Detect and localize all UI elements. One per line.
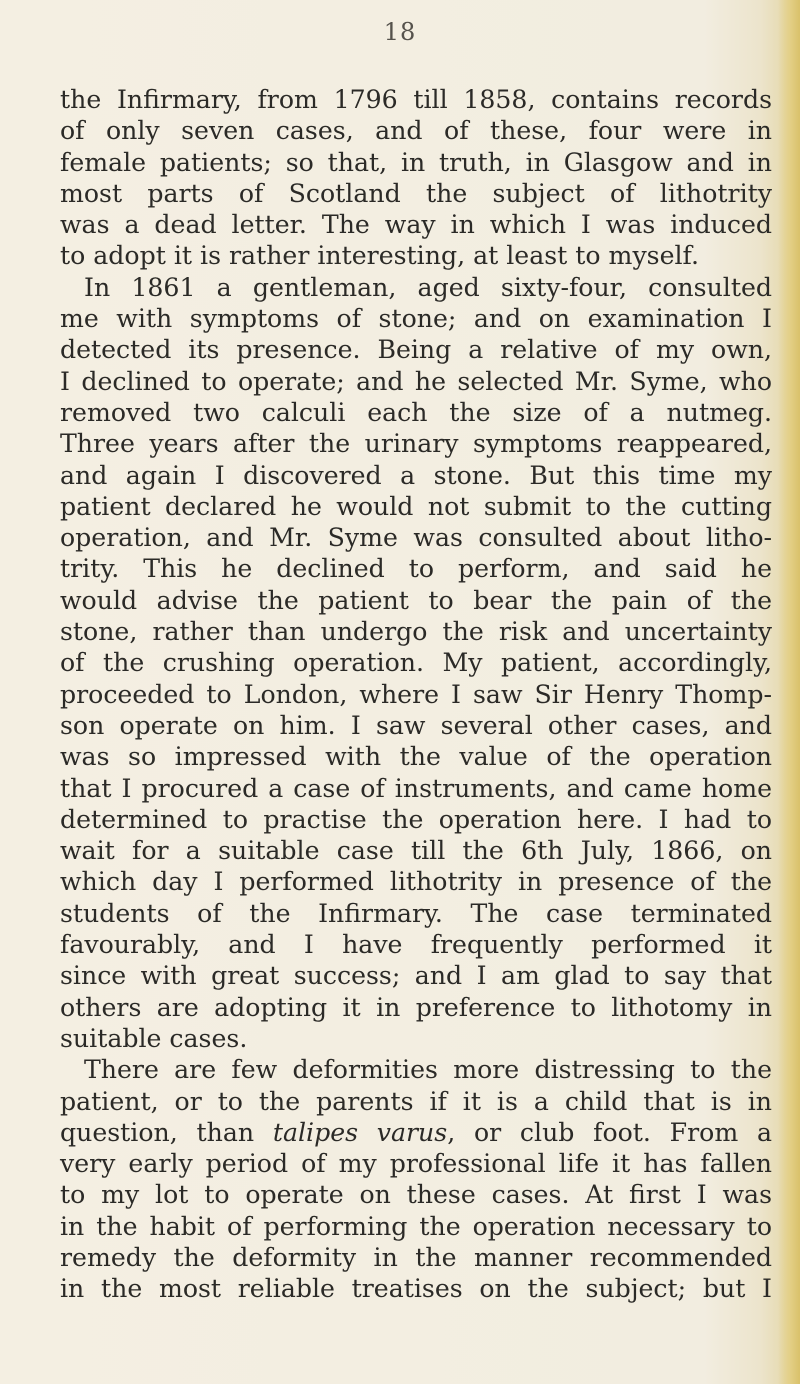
body-text	[60, 84, 772, 1305]
text-line: determined to practise the operation here. I had to	[60, 804, 772, 834]
text-line: others are adopting it in preference to lithotomy in	[60, 992, 772, 1022]
text-line: son operate on him. I saw several other cases, and	[60, 710, 772, 740]
text-line: suitable cases.	[60, 1023, 248, 1053]
text-line: which day I performed lithotrity in presence of the	[60, 867, 772, 897]
page-number: 18	[383, 18, 417, 46]
text-line: of only seven cases, and of these, four were in	[60, 116, 772, 146]
text-line: Three years after the urinary symptoms reappeared,	[60, 429, 772, 459]
text-line: very early period of my professional life it has fallen	[60, 1149, 772, 1179]
text-line: since with great success; and I am glad to say that	[60, 961, 772, 991]
text-line: proceeded to London, where I saw Sir Henry Thomp-	[60, 679, 772, 709]
text-line: was a dead letter. The way in which I was induced	[60, 210, 772, 240]
text-segment: , or club foot. From a	[447, 1117, 772, 1147]
text-line: favourably, and I have frequently performed it	[60, 930, 772, 960]
text-line: of the crushing operation. My patient, accordingly,	[60, 648, 772, 678]
text-line: that I procured a case of instruments, and came home	[60, 773, 772, 803]
text-line: removed two calculi each the size of a nutmeg.	[60, 397, 772, 427]
page-edge	[778, 0, 800, 1384]
text-line: students of the Infirmary. The case terminated	[60, 898, 772, 928]
text-line: patient, or to the parents if it is a child that is in	[60, 1086, 772, 1116]
paragraph-start-line: In 1861 a gentleman, aged sixty-four, consulted	[84, 272, 772, 302]
text-line-with-italic	[60, 1117, 772, 1148]
text-line: to my lot to operate on these cases. At first I was	[60, 1180, 772, 1210]
text-line: most parts of Scotland the subject of lithotrity	[60, 178, 772, 208]
text-line: remedy the deformity in the manner recommended	[60, 1242, 772, 1272]
text-segment: question, than	[60, 1117, 255, 1147]
italic-term: talipes varus	[272, 1117, 448, 1147]
text-line: patient declared he would not submit to the cutting	[60, 491, 772, 521]
text-line: trity. This he declined to perform, and said he	[60, 554, 772, 584]
text-line: me with symptoms of stone; and on examination I	[60, 304, 772, 334]
text-line: wait for a suitable case till the 6th July, 1866, on	[60, 836, 772, 866]
text-line: in the most reliable treatises on the subject; but I	[60, 1274, 772, 1304]
text-line: I declined to operate; and he selected Mr. Syme, who	[60, 366, 772, 396]
text-line: the Infirmary, from 1796 till 1858, contains records	[60, 85, 772, 114]
text-line: stone, rather than undergo the risk and uncertainty	[60, 617, 772, 647]
text-line: in the habit of performing the operation necessary to	[60, 1211, 772, 1241]
paragraph-start-line: There are few deformities more distressing to the	[84, 1055, 772, 1085]
text-line: would advise the patient to bear the pain of the	[60, 585, 772, 615]
text-line: detected its presence. Being a relative of my own,	[60, 335, 772, 365]
text-line: operation, and Mr. Syme was consulted about litho-	[60, 523, 772, 553]
text-line: and again I discovered a stone. But this time my	[60, 460, 772, 490]
text-line: to adopt it is rather interesting, at least to myself.	[60, 241, 699, 271]
text-line: female patients; so that, in truth, in Glasgow and in	[60, 147, 772, 177]
text-line: was so impressed with the value of the operation	[60, 742, 772, 772]
